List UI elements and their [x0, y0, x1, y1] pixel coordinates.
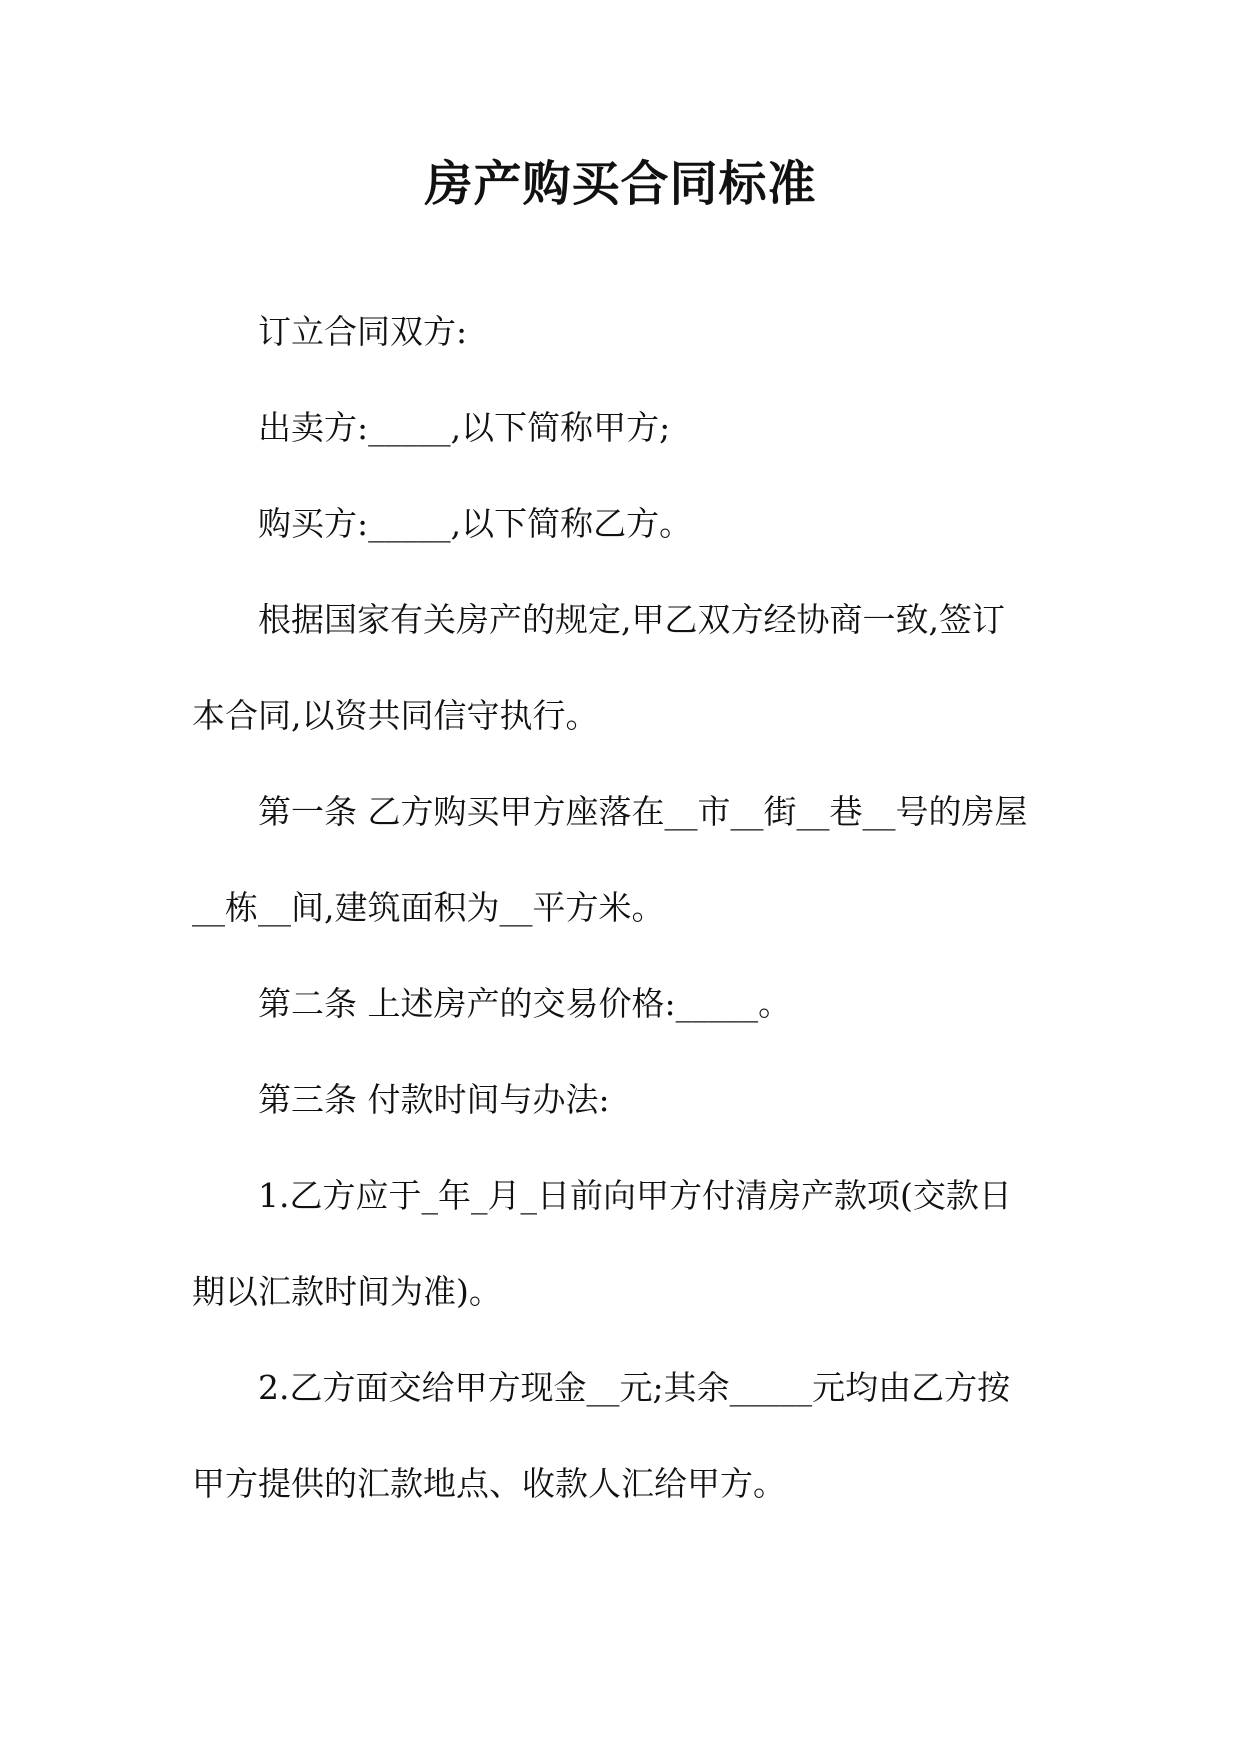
text-line-preamble-1: 根据国家有关房产的规定,甲乙双方经协商一致,签订	[258, 600, 1005, 639]
text-line-buyer: 购买方:_____,以下简称乙方。	[258, 504, 693, 543]
text-line-article-1a: 第一条 乙方购买甲方座落在__市__街__巷__号的房屋	[258, 792, 1028, 831]
text-line-clause-1b: 期以汇款时间为准)。	[192, 1272, 502, 1311]
text-line-parties-heading: 订立合同双方:	[258, 312, 468, 351]
text-line-article-1b: __栋__间,建筑面积为__平方米。	[192, 888, 665, 927]
text-line-clause-1a: 1.乙方应于_年_月_日前向甲方付清房产款项(交款日	[258, 1176, 1012, 1215]
text-line-article-3: 第三条 付款时间与办法:	[258, 1080, 610, 1119]
document-title: 房产购买合同标准	[424, 156, 817, 212]
text-line-preamble-2: 本合同,以资共同信守执行。	[192, 696, 599, 735]
text-line-clause-2b: 甲方提供的汇款地点、收款人汇给甲方。	[192, 1464, 786, 1503]
text-line-seller: 出卖方:_____,以下简称甲方;	[258, 408, 671, 447]
text-line-clause-2a: 2.乙方面交给甲方现金__元;其余_____元均由乙方按	[258, 1368, 1011, 1407]
text-line-article-2: 第二条 上述房产的交易价格:_____。	[258, 984, 792, 1023]
